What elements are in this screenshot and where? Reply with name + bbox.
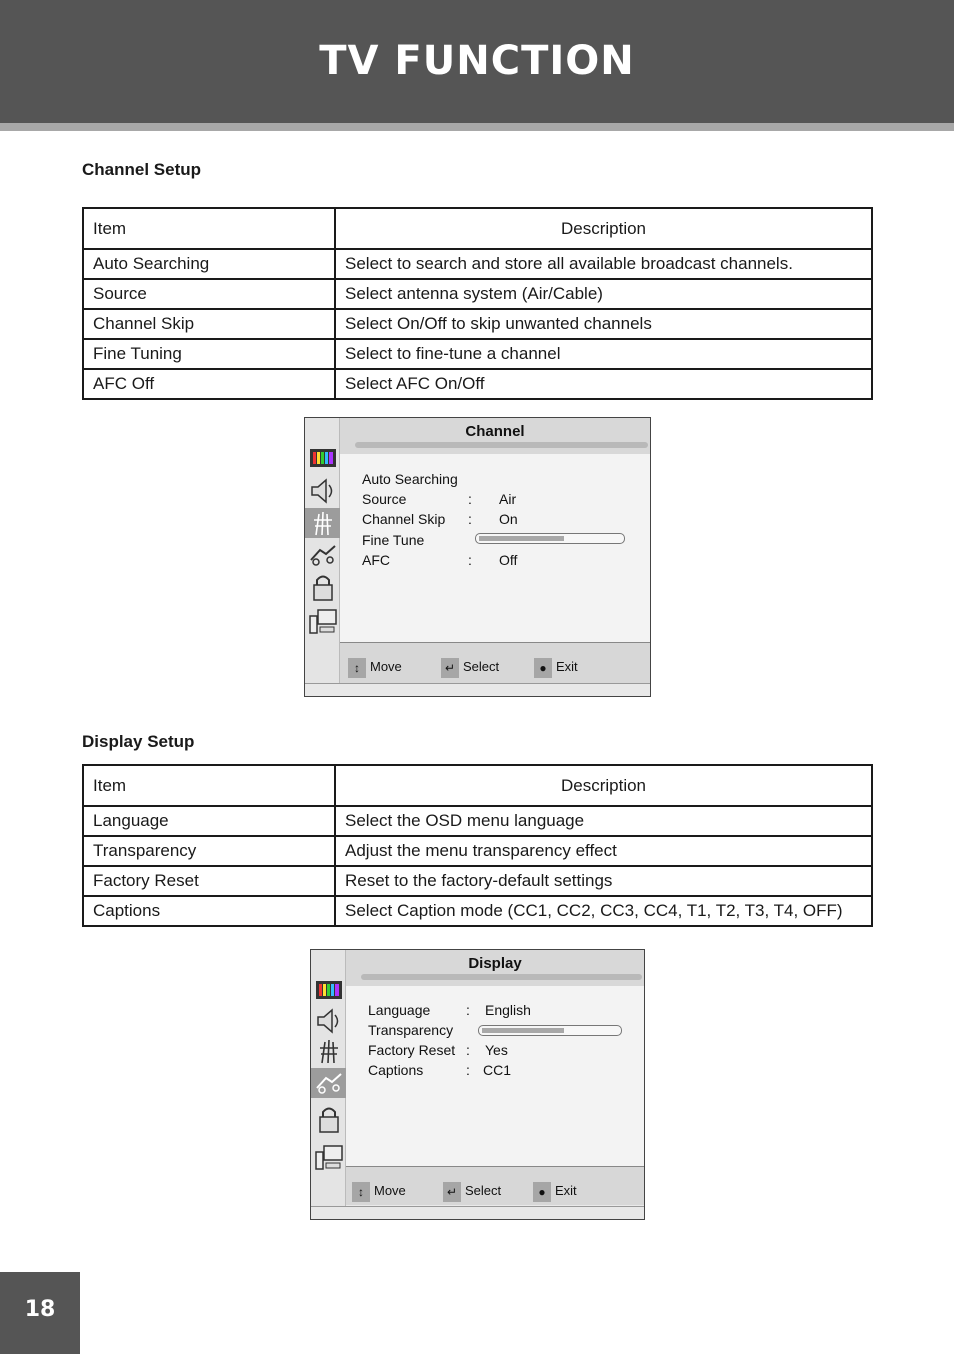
osd-title-underline: [355, 442, 648, 448]
table-row: [83, 896, 872, 926]
pc-icon: [308, 606, 338, 636]
fine-tune-slider[interactable]: [475, 533, 625, 544]
sound-icon: [314, 1006, 344, 1036]
osd-move-hint: [352, 1179, 406, 1201]
osd-item-value: English: [485, 1002, 531, 1018]
item-cell: Source: [83, 279, 335, 309]
osd-title-bar: [340, 418, 650, 454]
settings-icon: [308, 540, 338, 570]
lock-icon: [308, 572, 338, 602]
description-cell: Select AFC On/Off: [335, 369, 872, 399]
osd-select-hint: [443, 1179, 501, 1201]
osd-item-value: Off: [499, 552, 518, 568]
channel-icon-highlight: [305, 508, 340, 538]
enter-key-icon: ↵: [443, 1182, 461, 1202]
exit-dot-icon: ●: [533, 1182, 551, 1202]
osd-item-value: Air: [499, 491, 517, 507]
item-cell: AFC Off: [83, 369, 335, 399]
column-header-description: Description: [335, 765, 872, 806]
item-cell: Factory Reset: [83, 866, 335, 896]
osd-item-label: Transparency: [368, 1022, 454, 1038]
osd-item-label: Source: [362, 491, 407, 507]
osd-exit-hint: [534, 655, 578, 677]
osd-item-value: Yes: [485, 1042, 508, 1058]
table-row: [83, 806, 872, 836]
osd-item-colon: :: [466, 1062, 470, 1078]
picture-icon: [308, 444, 338, 474]
move-label: Move: [370, 659, 402, 674]
osd-icon-column: [311, 950, 346, 1219]
display-setup-table: [82, 764, 873, 927]
item-cell: Language: [83, 806, 335, 836]
osd-title-underline: [361, 974, 642, 980]
osd-title: Display: [468, 955, 522, 972]
osd-move-hint: [348, 655, 402, 677]
select-label: Select: [465, 1183, 502, 1198]
page-number-tab: [0, 1272, 80, 1354]
description-cell: Select Caption mode (CC1, CC2, CC3, CC4, T1, T2, T3, T4, OFF): [335, 896, 872, 926]
osd-item-value: On: [499, 511, 518, 527]
description-cell: Reset to the factory-default settings: [335, 866, 872, 896]
display-setup-heading: Display Setup: [82, 732, 195, 751]
select-label: Select: [463, 659, 500, 674]
item-cell: Auto Searching: [83, 249, 335, 279]
osd-item-label: AFC: [362, 552, 390, 568]
page-title: TV FUNCTION: [319, 38, 635, 84]
antenna-icon: [314, 1036, 344, 1066]
osd-item-label: Captions: [368, 1062, 424, 1078]
item-cell: Transparency: [83, 836, 335, 866]
column-header-item: Item: [83, 765, 335, 806]
exit-label: Exit: [556, 659, 578, 674]
table-header-row: [83, 765, 872, 806]
channel-osd-menu: [304, 417, 651, 697]
description-cell: Select On/Off to skip unwanted channels: [335, 309, 872, 339]
osd-body: [346, 986, 644, 1167]
osd-item-label: Auto Searching: [362, 471, 458, 487]
display-osd-menu: [310, 949, 645, 1220]
item-cell: Captions: [83, 896, 335, 926]
osd-item-label: Language: [368, 1002, 431, 1018]
move-label: Move: [374, 1183, 406, 1198]
osd-item-label: Factory Reset: [368, 1042, 456, 1058]
osd-item-colon: :: [468, 491, 472, 507]
osd-exit-hint: [533, 1179, 577, 1201]
table-header-row: [83, 208, 872, 249]
column-header-item: Item: [83, 208, 335, 249]
channel-setup-heading: Channel Setup: [82, 160, 202, 179]
up-down-arrows-icon: ↕: [348, 658, 366, 678]
osd-title: Channel: [465, 423, 525, 440]
description-cell: Select to fine-tune a channel: [335, 339, 872, 369]
table-row: [83, 279, 872, 309]
lock-icon: [314, 1104, 344, 1134]
table-row: [83, 249, 872, 279]
osd-select-hint: [441, 655, 499, 677]
enter-key-icon: ↵: [441, 658, 459, 678]
description-cell: Select to search and store all available broadcast channels.: [335, 249, 872, 279]
osd-item-colon: :: [466, 1002, 470, 1018]
table-row: [83, 369, 872, 399]
antenna-icon: [308, 508, 338, 538]
column-header-description: Description: [335, 208, 872, 249]
up-down-arrows-icon: ↕: [352, 1182, 370, 1202]
header-divider: [0, 123, 954, 131]
osd-item-label: Channel Skip: [362, 511, 446, 527]
pc-icon: [314, 1142, 344, 1172]
osd-body: [340, 454, 650, 643]
item-cell: Channel Skip: [83, 309, 335, 339]
channel-setup-table: [82, 207, 873, 400]
table-row: [83, 339, 872, 369]
osd-item-value: CC1: [483, 1062, 512, 1078]
osd-footer: [340, 643, 650, 683]
fine-tune-slider-fill: [479, 536, 564, 541]
osd-item-colon: :: [468, 552, 472, 568]
osd-title-bar: [346, 950, 644, 986]
transparency-slider-fill: [482, 1028, 564, 1033]
exit-dot-icon: ●: [534, 658, 552, 678]
osd-item-colon: :: [468, 511, 472, 527]
osd-bottom-strip: [311, 1206, 644, 1219]
table-row: [83, 309, 872, 339]
osd-icon-column: [305, 418, 340, 696]
page-header: [0, 0, 954, 123]
picture-icon: [314, 976, 344, 1006]
description-cell: Select antenna system (Air/Cable): [335, 279, 872, 309]
page-number: 18: [24, 1297, 56, 1322]
osd-footer: [346, 1167, 644, 1205]
exit-label: Exit: [555, 1183, 577, 1198]
sound-icon: [308, 476, 338, 506]
display-icon-highlight: [311, 1068, 346, 1098]
settings-icon: [314, 1068, 344, 1098]
table-row: [83, 866, 872, 896]
osd-bottom-strip: [305, 683, 650, 696]
description-cell: Select the OSD menu language: [335, 806, 872, 836]
transparency-slider[interactable]: [478, 1025, 622, 1036]
table-row: [83, 836, 872, 866]
osd-item-label: Fine Tune: [362, 532, 425, 548]
osd-item-colon: :: [466, 1042, 470, 1058]
description-cell: Adjust the menu transparency effect: [335, 836, 872, 866]
item-cell: Fine Tuning: [83, 339, 335, 369]
